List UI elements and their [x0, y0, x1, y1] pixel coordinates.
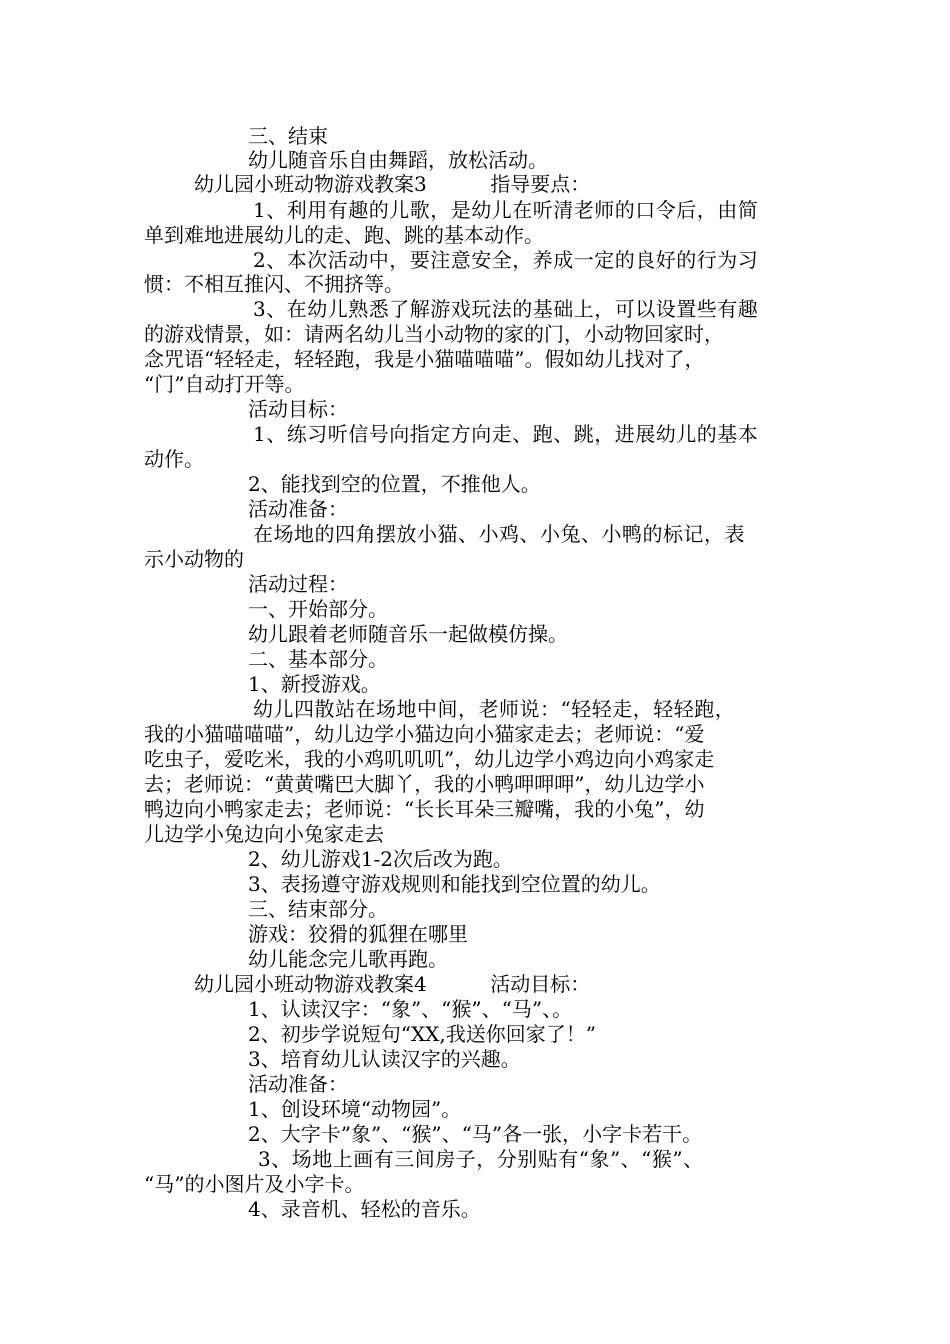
paragraph-line: 1、利用有趣的儿歌，是幼儿在听清老师的口令后，由简: [253, 198, 759, 222]
paragraph-line: 幼儿跟着老师随音乐一起做模仿操。: [248, 622, 568, 646]
paragraph-line: 吃虫子，爱吃米，我的小鸡叽叽叽”，幼儿边学小鸡边向小鸡家走: [144, 747, 715, 771]
paragraph-line: 2、大字卡”象”、“猴”、“马”各一张，小字卡若干。: [248, 1122, 703, 1146]
paragraph-line: 1、练习听信号向指定方向走、跑、跳，进展幼儿的基本: [253, 422, 759, 446]
paragraph-line: 去；老师说：“黄黄嘴巴大脚丫，我的小鸭呷呷呷”，幼儿边学小: [144, 772, 705, 796]
paragraph-line: 我的小猫喵喵喵”，幼儿边学小猫边向小猫家走去；老师说：“爱: [144, 722, 705, 746]
paragraph-line: 鸭边向小鸭家走去；老师说：“长长耳朵三瓣嘴，我的小兔”，幼: [144, 797, 705, 821]
paragraph-line: 1、认读汉字：“象”、“猴”、“马”、。: [248, 997, 573, 1021]
paragraph-line: 儿边学小兔边向小兔家走去: [144, 822, 384, 846]
lesson-title: 幼儿园小班动物游戏教案3 指导要点：: [194, 172, 591, 196]
paragraph-line: 念咒语“轻轻走，轻轻跑，我是小猫喵喵喵”。假如幼儿找对了，: [144, 347, 705, 371]
paragraph-line: 3、场地上画有三间房子，分别贴有“象”、“猴”、: [258, 1147, 704, 1171]
paragraph-line: 2、能找到空的位置，不推他人。: [248, 472, 541, 496]
paragraph-line: 在场地的四角摆放小猫、小鸡、小兔、小鸭的标记，表: [253, 522, 745, 546]
section-heading: 活动准备：: [248, 497, 348, 521]
section-heading: 二、基本部分。: [248, 647, 388, 671]
section-heading: 活动过程：: [248, 572, 348, 596]
paragraph-line: 2、初步学说短句“XX,我送你回家了！”: [248, 1022, 597, 1046]
paragraph-line: 幼儿四散站在场地中间，老师说：“轻轻走，轻轻跑，: [253, 697, 736, 721]
paragraph-line: 幼儿随音乐自由舞蹈，放松活动。: [248, 148, 548, 172]
section-heading: 活动准备：: [248, 1072, 348, 1096]
paragraph-line: 3、表扬遵守游戏规则和能找到空位置的幼儿。: [248, 872, 661, 896]
paragraph-line: 1、新授游戏。: [248, 672, 381, 696]
section-heading: 一、开始部分。: [248, 597, 388, 621]
paragraph-line: “门”自动打开等。: [144, 372, 305, 396]
paragraph-line: 游戏：狡猾的狐狸在哪里: [248, 922, 468, 946]
paragraph-line: 2、本次活动中，要注意安全，养成一定的良好的行为习: [253, 248, 759, 272]
paragraph-line: 4、录音机、轻松的音乐。: [248, 1197, 481, 1221]
paragraph-line: 1、创设环境“动物园”。: [248, 1097, 462, 1121]
paragraph-line: 惯：不相互推闪、不拥挤等。: [144, 272, 404, 296]
section-heading: 三、结束部分。: [248, 897, 388, 921]
paragraph-line: 动作。: [144, 447, 204, 471]
section-heading: 活动目标：: [248, 397, 348, 421]
section-heading: 三、结束: [248, 124, 328, 148]
paragraph-line: 3、在幼儿熟悉了解游戏玩法的基础上，可以设置些有趣: [253, 297, 759, 321]
paragraph-line: 的游戏情景，如：请两名幼儿当小动物的家的门，小动物回家时，: [144, 322, 724, 346]
paragraph-line: 3、培育幼儿认读汉字的兴趣。: [248, 1047, 521, 1071]
paragraph-line: 2、幼儿游戏1-2次后改为跑。: [248, 847, 513, 871]
paragraph-line: 幼儿能念完儿歌再跑。: [248, 947, 448, 971]
lesson-title: 幼儿园小班动物游戏教案4 活动目标：: [194, 972, 591, 996]
paragraph-line: 单到难地进展幼儿的走、跑、跳的基本动作。: [144, 223, 544, 247]
paragraph-line: “马”的小图片及小字卡。: [144, 1172, 365, 1196]
paragraph-line: 示小动物的: [144, 547, 244, 571]
